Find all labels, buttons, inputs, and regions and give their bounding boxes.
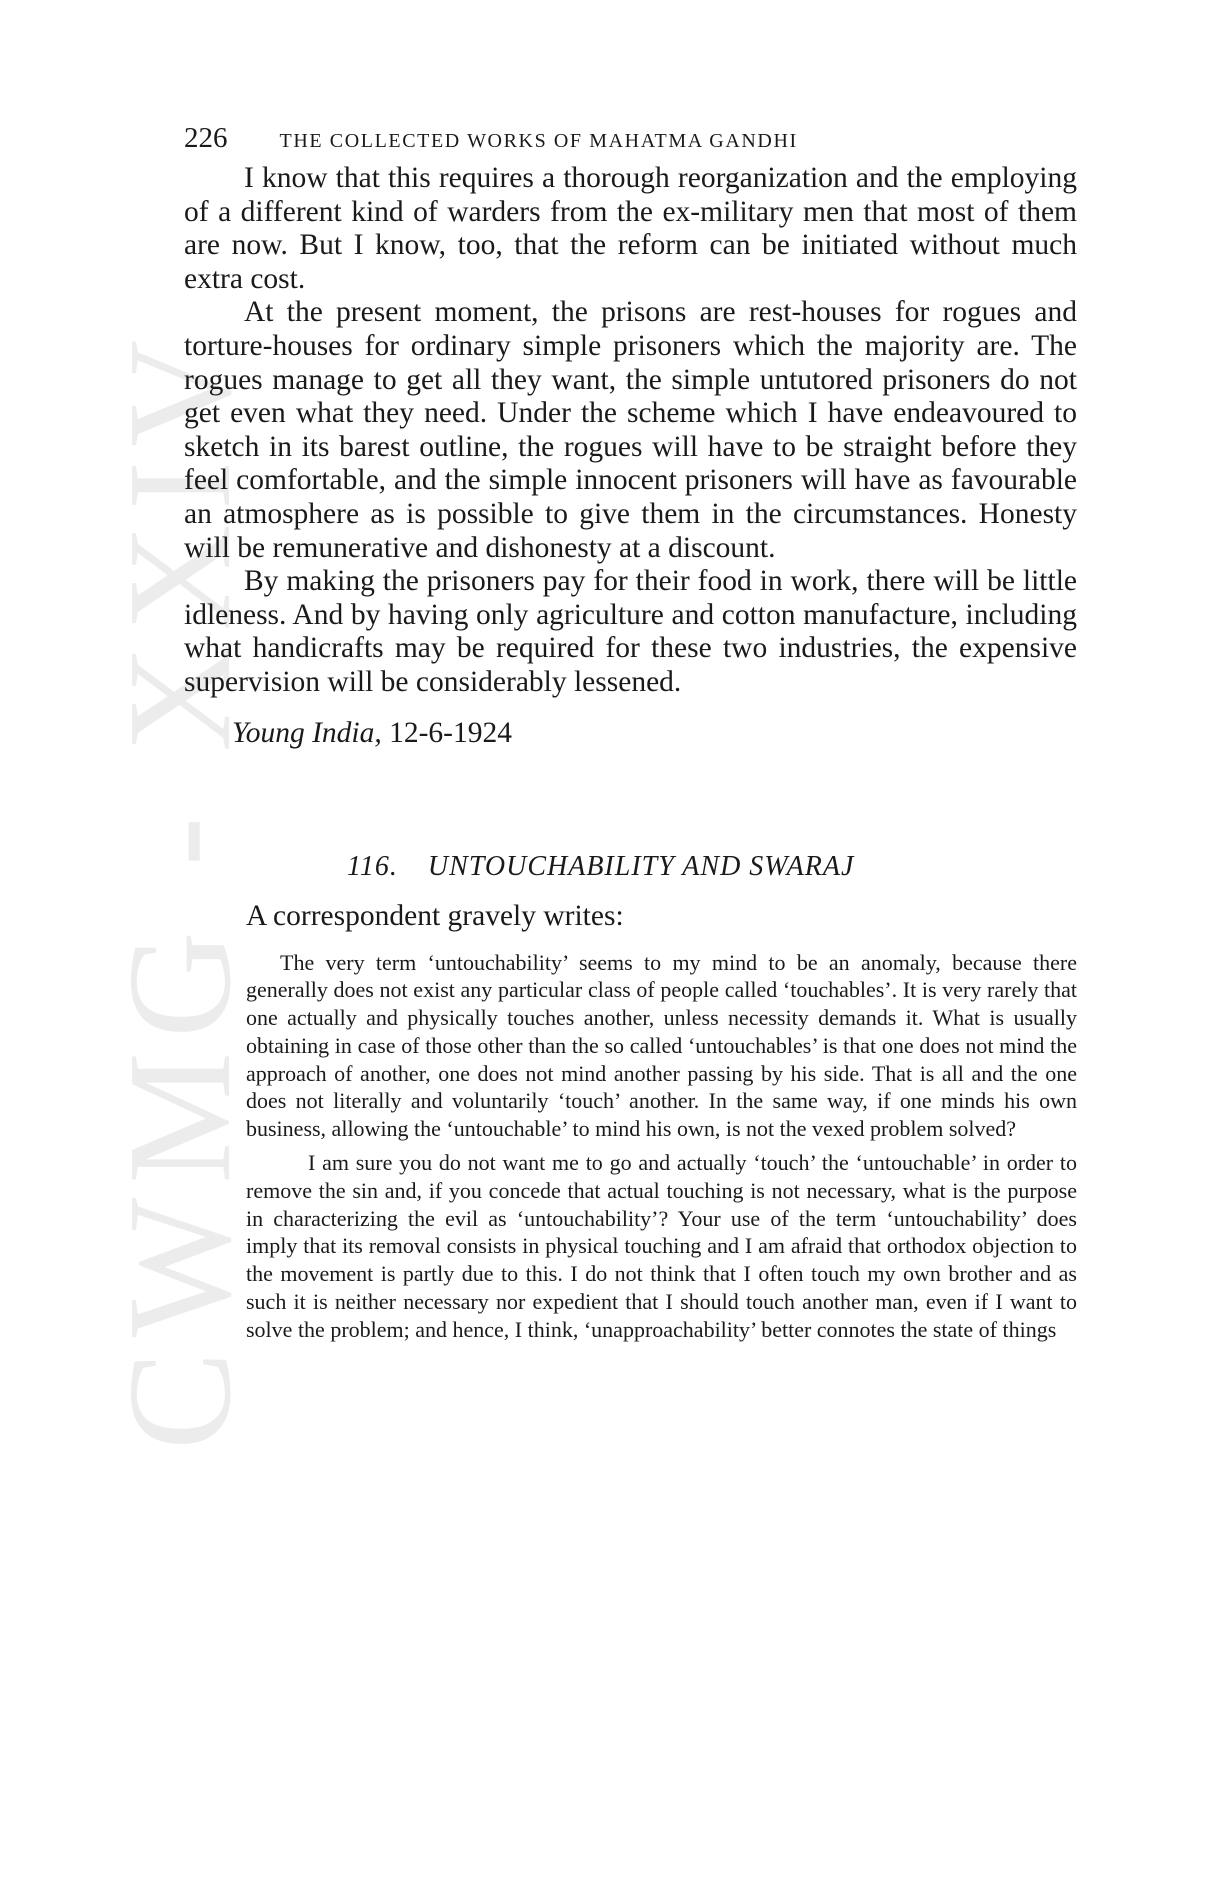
page-number: 226	[184, 122, 228, 154]
body-paragraph-2: At the present moment, the prisons are rest-houses for rogues and torture-houses for ordinary simple prisoners which the majority are. The rogues manage to get all they want, the simple untutored prisoners do not get even what they need. Under the scheme which I have endeavoured to sketch in its barest outline, the rogues will have to be straight before they feel comfortable, and the simple innocent prisoners will have as favourable an atmosphere as is possible to give them in the circumstances. Honesty will be remunerative and dishonesty at a discount.	[184, 296, 1077, 564]
body-paragraph-1: I know that this requires a thorough reorganization and the employing of a different kind of warders from the ex-military men that most of them are now. But I know, too, that the reform can be initiated without much extra cost.	[184, 162, 1077, 295]
article-intro: A correspondent gravely writes:	[246, 899, 624, 932]
quote-paragraph-1: The very term ‘untouchability’ seems to my mind to be an anomaly, because there generally does not exist any particular class of people called ‘touchables’. It is very rarely that one actually and physically touches another, unless necessity demands it. What is usually obtaining in case of those other than the so called ‘untouchables’ is that one does not mind the approach of another, one does not mind another passing by his side. That is all and the one does not literally and voluntarily ‘touch’ another. In the same way, if one minds his own business, allowing the ‘untouchable’ to mind his own, is not the vexed problem solved?	[246, 949, 1077, 1142]
article-heading	[347, 851, 1077, 883]
document-page	[184, 122, 1077, 1344]
source-citation	[232, 716, 1077, 750]
quote-paragraph-2: I am sure you do not want me to go and actually ‘touch’ the ‘untouchable’ in order to remove the sin and, if you concede that actual touching is not necessary, what is the purpose in characterizing the evil as ‘untouchability’? Your use of the term ‘untouchability’ does imply that its removal consists in physical touching and I am afraid that orthodox objection to the movement is partly due to this. I do not think that I often touch my own brother and as such it is neither necessary nor expedient that I should touch another man, even if I want to solve the problem; and hence, I think, ‘unapproachability’ better connotes the state of things	[246, 1150, 1077, 1342]
article-title: UNTOUCHABILITY AND SWARAJ	[427, 850, 855, 882]
running-title: THE COLLECTED WORKS OF MAHATMA GANDHI	[279, 130, 798, 152]
quoted-letter	[246, 949, 1077, 1344]
running-header	[184, 122, 1077, 162]
source-date: 12-6-1924	[389, 716, 512, 749]
article-number: 116.	[347, 850, 398, 882]
body-paragraph-3: By making the prisoners pay for their food in work, there will be little idleness. And by having only agriculture and cotton manufacture, including what handicrafts may be required for these two industries, the expensive supervision will be considerably lessened.	[184, 565, 1077, 698]
watermark-text: CWMG - XXIV	[98, 325, 262, 1450]
source-publication: Young India,	[232, 716, 382, 749]
